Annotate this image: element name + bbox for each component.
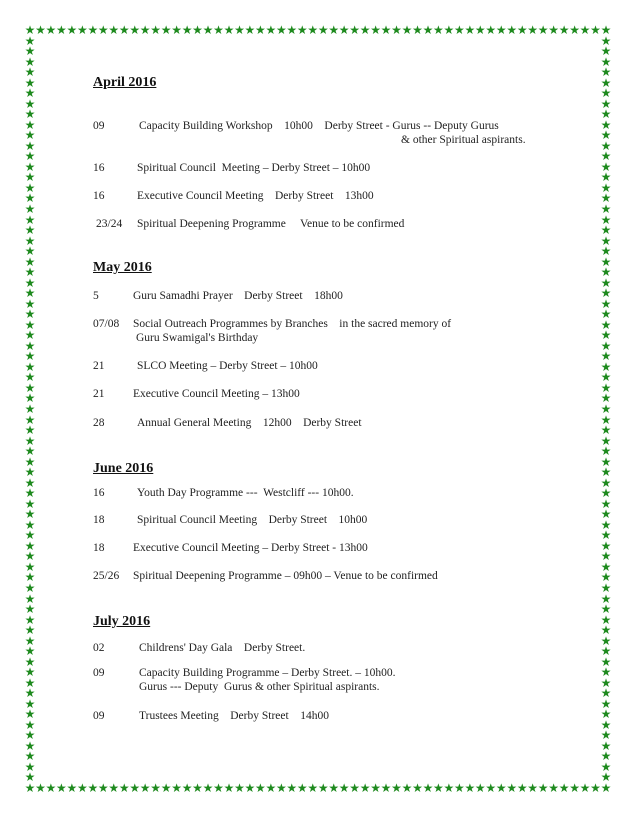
event-date: 16: [93, 190, 105, 202]
star-icon: ★: [24, 444, 36, 459]
star-icon: ★: [600, 486, 612, 501]
star-icon: ★: [453, 23, 465, 37]
star-icon: ★: [401, 781, 413, 795]
star-icon: ★: [24, 633, 36, 648]
star-icon: ★: [317, 23, 329, 37]
star-icon: ★: [600, 75, 612, 90]
event-text-continued: Gurus --- Deputy Gurus & other Spiritual aspirants.: [139, 681, 380, 693]
star-icon: ★: [600, 602, 612, 617]
star-icon: ★: [600, 759, 612, 774]
star-icon: ★: [139, 23, 151, 37]
star-icon: ★: [234, 781, 245, 795]
event-date: 18: [93, 542, 105, 554]
star-icon: ★: [202, 781, 214, 795]
star-icon: ★: [24, 423, 36, 438]
star-icon: ★: [453, 781, 465, 795]
star-icon: ★: [24, 623, 36, 638]
star-icon: ★: [56, 781, 67, 795]
star-icon: ★: [600, 465, 612, 480]
star-icon: ★: [150, 781, 162, 795]
event-text-continued: Guru Swamigal's Birthday: [136, 332, 259, 344]
star-icon: ★: [24, 402, 36, 416]
star-icon: ★: [24, 570, 36, 585]
star-icon: ★: [24, 749, 36, 764]
star-icon: ★: [24, 686, 36, 701]
star-icon: ★: [391, 781, 402, 795]
star-icon: ★: [255, 781, 266, 795]
event-text: Social Outreach Programmes by Branches in the sacred memory of: [133, 318, 452, 330]
star-icon: ★: [600, 738, 612, 753]
star-icon: ★: [600, 328, 612, 343]
star-icon: ★: [118, 781, 130, 795]
star-icon: ★: [76, 23, 88, 37]
star-icon: ★: [600, 633, 612, 648]
star-icon: ★: [24, 759, 36, 774]
star-icon: ★: [24, 370, 36, 385]
star-icon: ★: [244, 23, 256, 37]
star-icon: ★: [24, 380, 36, 395]
star-icon: ★: [412, 781, 423, 795]
star-icon: ★: [422, 23, 434, 37]
star-icon: ★: [24, 391, 36, 406]
star-icon: ★: [485, 23, 497, 37]
event-text: Spiritual Deepening Programme Venue to be confirmed: [137, 218, 405, 230]
star-icon: ★: [24, 591, 36, 606]
star-icon: ★: [24, 654, 36, 669]
event-date: 18: [93, 514, 105, 526]
star-icon: ★: [579, 23, 591, 37]
star-icon: ★: [600, 117, 612, 132]
star-icon: ★: [600, 570, 612, 585]
star-icon: ★: [234, 23, 245, 37]
star-icon: ★: [600, 412, 612, 427]
star-icon: ★: [600, 201, 612, 216]
star-icon: ★: [548, 781, 559, 795]
star-icon: ★: [380, 781, 392, 795]
star-icon: ★: [24, 549, 36, 564]
star-icon: ★: [600, 444, 612, 459]
star-icon: ★: [391, 23, 402, 37]
star-icon: ★: [24, 433, 36, 448]
star-icon: ★: [600, 180, 612, 195]
star-icon: ★: [600, 212, 612, 227]
event-text: Capacity Building Programme – Derby Street. – 10h00.: [139, 667, 396, 679]
star-icon: ★: [66, 781, 78, 795]
star-icon: ★: [24, 475, 36, 490]
event-text: Youth Day Programme --- Westcliff --- 10h00.: [137, 487, 354, 499]
star-icon: ★: [181, 781, 193, 795]
star-icon: ★: [24, 486, 36, 501]
event-text: Executive Council Meeting – 13h00: [133, 388, 300, 400]
star-icon: ★: [600, 654, 612, 669]
star-icon: ★: [244, 781, 256, 795]
star-icon: ★: [97, 23, 109, 37]
star-icon: ★: [24, 170, 36, 185]
star-icon: ★: [24, 675, 36, 690]
star-icon: ★: [317, 781, 329, 795]
star-icon: ★: [600, 402, 612, 416]
event-text: Spiritual Council Meeting Derby Street 10h00: [137, 514, 368, 526]
star-icon: ★: [600, 338, 612, 353]
star-icon: ★: [516, 23, 528, 37]
star-icon: ★: [24, 580, 36, 595]
star-icon: ★: [338, 23, 350, 37]
event-date: 02: [93, 642, 105, 654]
star-icon: ★: [24, 528, 36, 543]
star-icon: ★: [600, 359, 612, 374]
star-icon: ★: [349, 23, 361, 37]
star-icon: ★: [600, 138, 612, 153]
star-icon: ★: [600, 317, 612, 332]
star-icon: ★: [108, 781, 120, 795]
star-icon: ★: [443, 23, 455, 37]
star-icon: ★: [24, 517, 36, 532]
star-icon: ★: [600, 423, 612, 438]
star-icon: ★: [600, 191, 612, 206]
star-icon: ★: [600, 433, 612, 448]
star-icon: ★: [24, 454, 36, 469]
star-icon: ★: [24, 296, 36, 311]
star-icon: ★: [600, 559, 612, 574]
star-icon: ★: [328, 23, 340, 37]
month-heading: July 2016: [93, 614, 151, 629]
event-text-continued: & other Spiritual aspirants.: [401, 134, 526, 146]
star-icon: ★: [600, 538, 612, 553]
star-icon: ★: [24, 201, 36, 216]
star-icon: ★: [45, 23, 57, 37]
star-icon: ★: [24, 412, 36, 427]
star-icon: ★: [24, 328, 36, 343]
star-icon: ★: [600, 623, 612, 638]
star-icon: ★: [24, 180, 36, 195]
star-icon: ★: [24, 338, 36, 353]
star-icon: ★: [87, 781, 99, 795]
star-icon: ★: [275, 781, 287, 795]
event-date: 21: [93, 388, 105, 400]
star-icon: ★: [192, 781, 203, 795]
star-icon: ★: [422, 781, 434, 795]
star-icon: ★: [24, 275, 36, 290]
star-icon: ★: [600, 781, 612, 795]
star-icon: ★: [558, 781, 570, 795]
star-icon: ★: [527, 23, 539, 37]
star-icon: ★: [24, 149, 36, 164]
event-date: 23/24: [96, 218, 123, 230]
star-icon: ★: [600, 159, 612, 174]
star-icon: ★: [76, 781, 88, 795]
event-date: 09: [93, 710, 105, 722]
event-text: Spiritual Deepening Programme – 09h00 – Venue to be confirmed: [133, 570, 438, 582]
star-icon: ★: [24, 349, 36, 364]
star-icon: ★: [600, 517, 612, 532]
star-icon: ★: [24, 728, 36, 743]
month-heading: April 2016: [93, 75, 157, 90]
star-icon: ★: [275, 23, 287, 37]
star-icon: ★: [24, 696, 36, 711]
star-icon: ★: [516, 781, 528, 795]
event-text: Childrens' Day Gala Derby Street.: [139, 642, 306, 654]
star-icon: ★: [24, 117, 36, 132]
star-icon: ★: [24, 665, 36, 680]
star-icon: ★: [307, 23, 319, 37]
star-icon: ★: [600, 33, 612, 48]
star-icon: ★: [265, 781, 277, 795]
star-icon: ★: [600, 686, 612, 701]
star-icon: ★: [600, 275, 612, 290]
event-date: 09: [93, 120, 105, 132]
event-text: Capacity Building Workshop 10h00 Derby Street - Gurus -- Deputy Gurus: [139, 120, 499, 132]
star-icon: ★: [24, 254, 36, 269]
star-icon: ★: [590, 23, 601, 37]
star-icon: ★: [600, 391, 612, 406]
star-icon: ★: [307, 781, 319, 795]
star-icon: ★: [474, 23, 486, 37]
event-date: 16: [93, 487, 105, 499]
star-icon: ★: [569, 781, 580, 795]
star-icon: ★: [129, 23, 141, 37]
star-icon: ★: [600, 728, 612, 743]
event-text: Annual General Meeting 12h00 Derby Street: [137, 417, 362, 429]
star-icon: ★: [600, 307, 612, 322]
event-date: 25/26: [93, 570, 120, 582]
star-icon: ★: [370, 23, 381, 37]
star-icon: ★: [87, 23, 99, 37]
star-icon: ★: [24, 265, 36, 280]
star-icon: ★: [97, 781, 109, 795]
star-icon: ★: [600, 44, 612, 59]
star-icon: ★: [129, 781, 141, 795]
star-icon: ★: [24, 770, 36, 785]
star-icon: ★: [600, 612, 612, 627]
star-icon: ★: [338, 781, 350, 795]
star-icon: ★: [24, 644, 36, 659]
event-date: 5: [93, 290, 99, 302]
star-icon: ★: [600, 254, 612, 269]
star-icon: ★: [24, 496, 36, 511]
star-icon: ★: [192, 23, 203, 37]
star-icon: ★: [24, 233, 36, 248]
star-icon: ★: [24, 465, 36, 480]
star-icon: ★: [24, 44, 36, 59]
star-icon: ★: [600, 54, 612, 69]
star-icon: ★: [600, 644, 612, 659]
star-icon: ★: [24, 23, 36, 37]
event-date: 28: [93, 417, 105, 429]
star-icon: ★: [223, 23, 235, 37]
star-icon: ★: [296, 23, 308, 37]
star-icon: ★: [24, 96, 36, 111]
star-icon: ★: [412, 23, 423, 37]
star-icon: ★: [24, 128, 36, 143]
star-icon: ★: [600, 707, 612, 722]
star-icon: ★: [328, 781, 340, 795]
event-text: SLCO Meeting – Derby Street – 10h00: [137, 360, 318, 372]
star-icon: ★: [600, 170, 612, 185]
star-icon: ★: [558, 23, 570, 37]
star-icon: ★: [45, 781, 57, 795]
star-icon: ★: [24, 86, 36, 101]
star-icon: ★: [24, 602, 36, 617]
star-icon: ★: [24, 559, 36, 574]
star-icon: ★: [24, 138, 36, 153]
star-icon: ★: [600, 370, 612, 385]
star-icon: ★: [600, 349, 612, 364]
star-icon: ★: [56, 23, 67, 37]
star-icon: ★: [24, 244, 36, 259]
star-icon: ★: [506, 23, 518, 37]
star-icon: ★: [527, 781, 539, 795]
star-icon: ★: [296, 781, 308, 795]
star-icon: ★: [600, 149, 612, 164]
star-icon: ★: [139, 781, 151, 795]
star-icon: ★: [600, 296, 612, 311]
star-icon: ★: [286, 23, 298, 37]
star-icon: ★: [24, 33, 36, 48]
star-icon: ★: [108, 23, 120, 37]
star-icon: ★: [600, 528, 612, 543]
event-date: 09: [93, 667, 105, 679]
star-icon: ★: [600, 223, 612, 238]
star-icon: ★: [600, 580, 612, 595]
star-icon: ★: [474, 781, 486, 795]
star-icon: ★: [600, 696, 612, 711]
star-icon: ★: [600, 496, 612, 511]
star-icon: ★: [506, 781, 518, 795]
event-text: Executive Council Meeting – Derby Street - 13h00: [133, 542, 368, 554]
star-icon: ★: [464, 781, 476, 795]
star-icon: ★: [600, 128, 612, 143]
star-icon: ★: [24, 212, 36, 227]
star-icon: ★: [24, 359, 36, 374]
star-icon: ★: [24, 781, 36, 795]
star-icon: ★: [359, 23, 371, 37]
star-icon: ★: [600, 265, 612, 280]
star-icon: ★: [24, 75, 36, 90]
star-icon: ★: [24, 191, 36, 206]
star-icon: ★: [171, 781, 182, 795]
star-icon: ★: [401, 23, 413, 37]
star-icon: ★: [537, 23, 549, 37]
star-icon: ★: [600, 591, 612, 606]
star-icon: ★: [24, 54, 36, 69]
star-icon: ★: [35, 23, 46, 37]
star-icon: ★: [579, 781, 591, 795]
star-icon: ★: [359, 781, 371, 795]
event-text: Trustees Meeting Derby Street 14h00: [139, 710, 329, 722]
star-icon: ★: [600, 23, 612, 37]
star-icon: ★: [495, 781, 507, 795]
star-icon: ★: [265, 23, 277, 37]
star-icon: ★: [600, 475, 612, 490]
star-icon: ★: [24, 707, 36, 722]
star-icon: ★: [24, 223, 36, 238]
star-icon: ★: [600, 65, 612, 80]
star-icon: ★: [600, 507, 612, 522]
star-icon: ★: [349, 781, 361, 795]
star-icon: ★: [590, 781, 601, 795]
star-icon: ★: [202, 23, 214, 37]
star-icon: ★: [213, 23, 224, 37]
star-icon: ★: [24, 738, 36, 753]
star-icon: ★: [35, 781, 46, 795]
star-icon: ★: [537, 781, 549, 795]
star-icon: ★: [181, 23, 193, 37]
star-icon: ★: [600, 749, 612, 764]
star-icon: ★: [286, 781, 298, 795]
star-icon: ★: [24, 317, 36, 332]
star-icon: ★: [600, 770, 612, 785]
star-icon: ★: [464, 23, 476, 37]
month-heading: June 2016: [93, 461, 154, 476]
star-icon: ★: [66, 23, 78, 37]
star-icon: ★: [548, 23, 559, 37]
star-icon: ★: [485, 781, 497, 795]
month-heading: May 2016: [93, 260, 152, 275]
star-icon: ★: [24, 717, 36, 732]
star-icon: ★: [433, 23, 444, 37]
star-icon: ★: [380, 23, 392, 37]
star-icon: ★: [24, 612, 36, 627]
star-icon: ★: [433, 781, 444, 795]
star-icon: ★: [24, 159, 36, 174]
star-icon: ★: [160, 781, 172, 795]
star-icon: ★: [569, 23, 580, 37]
star-icon: ★: [600, 717, 612, 732]
star-icon: ★: [600, 286, 612, 301]
star-icon: ★: [24, 286, 36, 301]
event-text: Spiritual Council Meeting – Derby Street – 10h00: [137, 162, 371, 174]
star-icon: ★: [600, 233, 612, 248]
event-date: 21: [93, 360, 105, 372]
star-icon: ★: [24, 307, 36, 322]
star-icon: ★: [24, 65, 36, 80]
star-icon: ★: [600, 675, 612, 690]
star-icon: ★: [600, 244, 612, 259]
event-text: Executive Council Meeting Derby Street 13h00: [137, 190, 374, 202]
star-icon: ★: [118, 23, 130, 37]
event-text: Guru Samadhi Prayer Derby Street 18h00: [133, 290, 343, 302]
star-icon: ★: [600, 96, 612, 111]
star-icon: ★: [24, 107, 36, 122]
star-icon: ★: [150, 23, 162, 37]
event-date: 07/08: [93, 318, 120, 330]
star-icon: ★: [600, 665, 612, 680]
event-date: 16: [93, 162, 105, 174]
star-icon: ★: [600, 86, 612, 101]
star-icon: ★: [600, 380, 612, 395]
star-icon: ★: [600, 454, 612, 469]
star-icon: ★: [443, 781, 455, 795]
star-icon: ★: [370, 781, 381, 795]
star-icon: ★: [171, 23, 182, 37]
star-icon: ★: [24, 507, 36, 522]
star-icon: ★: [213, 781, 224, 795]
star-icon: ★: [600, 549, 612, 564]
star-icon: ★: [495, 23, 507, 37]
star-icon: ★: [223, 781, 235, 795]
star-icon: ★: [24, 538, 36, 553]
star-icon: ★: [255, 23, 266, 37]
star-icon: ★: [600, 107, 612, 122]
star-icon: ★: [160, 23, 172, 37]
